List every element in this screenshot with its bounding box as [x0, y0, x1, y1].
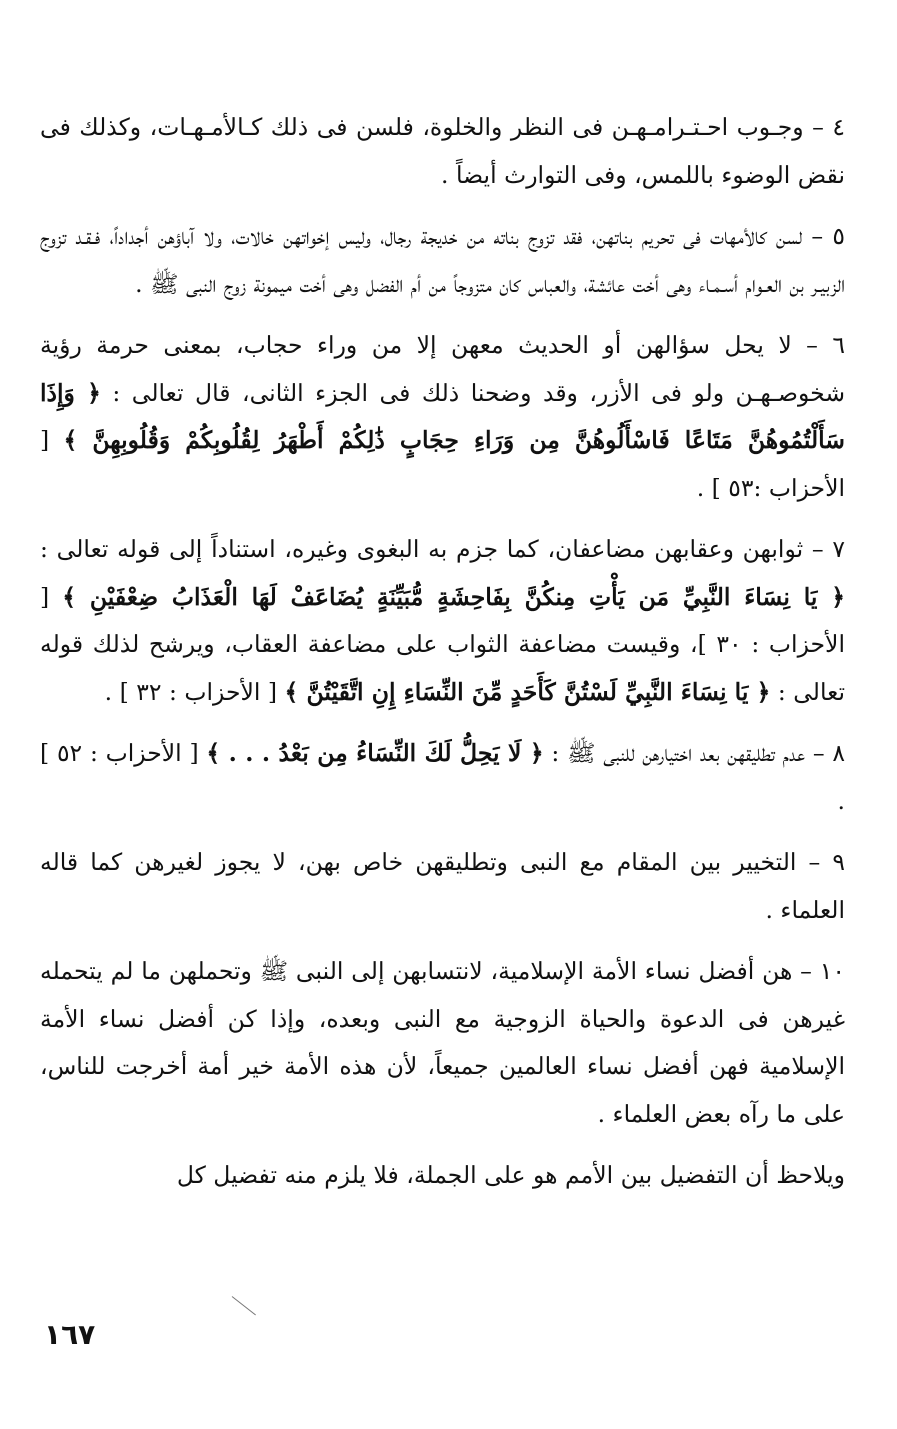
paragraph — [40, 104, 845, 199]
scan-mark — [232, 1296, 256, 1315]
paragraph-text: ٨ – عدم تطليقهن بعد اختيارهن للنبى ﷺ : — [543, 739, 846, 767]
paragraph-text: ٤ – وجـوب احـتـرامـهـن فى النظر والخلوة، فلسن فى ذلك كـالأمـهـات، وكذلك فى نقض الوضوء باللمس، وفى التوارث أيضاً . — [40, 113, 845, 189]
paragraph — [40, 526, 845, 716]
paragraph-text: ٦ – لا يحل سؤالهن أو الحديث معهن إلا من وراء حجاب، بمعنى حرمة رؤية شخوصـهـن ولو فى الأزر، وقد وضحنا ذلك فى الجزء الثانى، قال تعالى : — [40, 331, 846, 407]
quran-verse: ﴿ وَإِذَا سَأَلْتُمُوهُنَّ مَتَاعًا فَاسْأَلُوهُنَّ مِن وَرَاءِ حِجَابٍ ذَٰلِكُمْ أَطْهَرُ لِقُلُوبِكُمْ وَقُلُوبِهِنَّ ﴾ — [40, 378, 846, 454]
paragraph-text: [ الأحزاب : ٥٢ ] . — [40, 739, 845, 815]
paragraph-text: ٧ – ثوابهن وعقابهن مضاعفان، كما جزم به البغوى وغيره، استناداً إلى قوله تعالى : — [40, 535, 845, 563]
paragraph-text: ٥ – لسن كالأمهات فى تحريم بناتهن، فقد تزوج بناته من خديجة رجال، وليس إخواتهن خالات، ولا آباؤهن أجداداً، فـقـد تزوج الزبيـر بن العـوام أسـمـاء وهى أخت عائشة، والعباس كان متزوجاً من أم الفضل وهى أخت ميمونة زوج النبى ﷺ . — [40, 222, 845, 298]
quran-verse: ﴿ يَا نِسَاءَ النَّبِيِّ لَسْتُنَّ كَأَحَدٍ مِّنَ النِّسَاءِ إِنِ اتَّقَيْتُنَّ ﴾ — [284, 677, 771, 706]
paragraph — [40, 213, 845, 308]
quran-verse: ﴿ يَا نِسَاءَ النَّبِيِّ مَن يَأْتِ مِنكُنَّ بِفَاحِشَةٍ مُّبَيِّنَةٍ يُضَاعَفْ لَهَا الْعَذَابُ ضِعْفَيْنِ ﴾ — [62, 582, 846, 611]
page-body — [40, 104, 845, 1214]
paragraph-text: ١٠ – هن أفضل نساء الأمة الإسلامية، لانتسابهن إلى النبى ﷺ وتحملهن ما لم يتحمله غيرهن فى الدعوة والحياة الزوجية مع النبى وبعده، وإذا كن أفضل نساء الأمة الإسلامية فهن أفضل نساء العالمين جميعاً، لأن هذه الأمة خير أمة أخرجت للناس، على ما رآه بعض العلماء . — [40, 957, 845, 1128]
paragraph — [40, 948, 845, 1138]
paragraph — [40, 839, 845, 934]
paragraph-text: [ الأحزاب : ٣٠ ]، وقيست مضاعفة الثواب على مضاعفة العقاب، ويرشح لذلك قوله تعالى : — [40, 582, 845, 706]
paragraph-text: [ الأحزاب :٥٣ ] . — [40, 426, 845, 502]
paragraph-text: ٩ – التخيير بين المقام مع النبى وتطليقهن خاص بهن، لا يجوز لغيرهن كما قاله العلماء . — [40, 848, 845, 924]
paragraph-text: ويلاحظ أن التفضيل بين الأمم هو على الجملة، فلا يلزم منه تفضيل كل — [176, 1161, 845, 1189]
paragraph — [40, 1152, 845, 1200]
paragraph — [40, 730, 845, 825]
page-number: ١٦٧ — [44, 1318, 96, 1351]
quran-verse: ﴿ لَا يَحِلُّ لَكَ النِّسَاءُ مِن بَعْدُ . . . ﴾ — [206, 739, 544, 767]
paragraph — [40, 322, 845, 512]
paragraph-text: [ الأحزاب : ٣٢ ] . — [104, 677, 285, 706]
